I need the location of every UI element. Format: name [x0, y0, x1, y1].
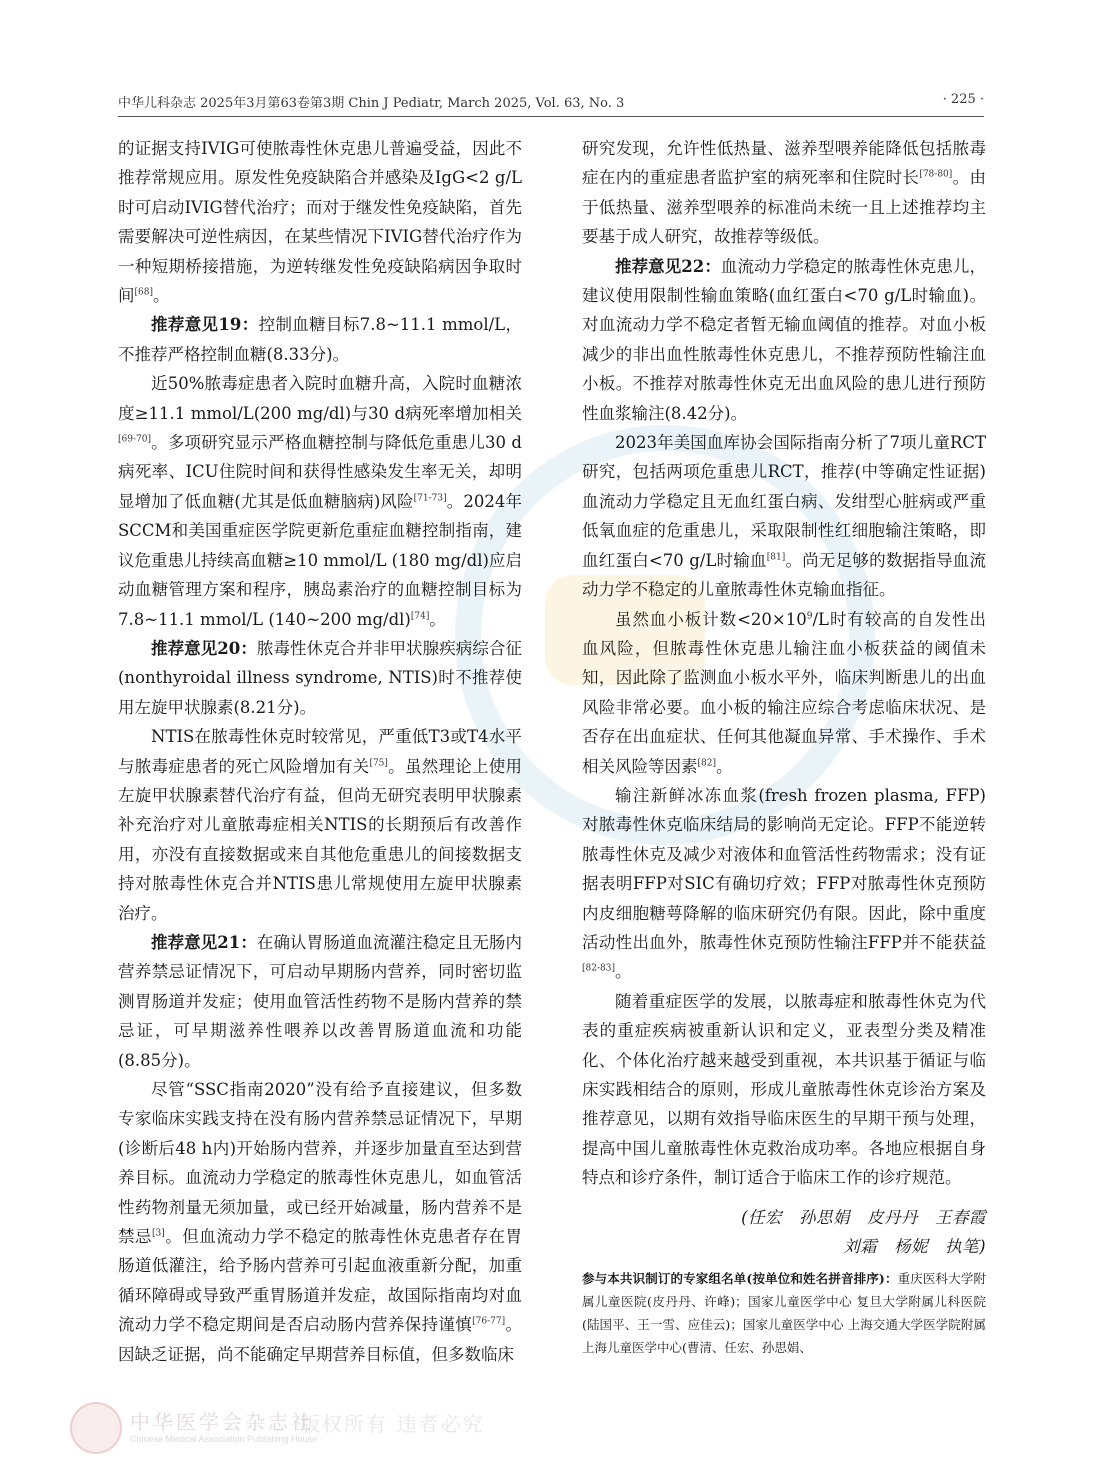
byline-line-1: (任宏 孙思娟 皮丹丹 王春霞: [741, 1207, 986, 1227]
citation[interactable]: [82-83]: [582, 963, 615, 974]
paragraph-ivig: 的证据支持IVIG可使脓毒性休克患儿普遍受益，因此不推荐常规应用。原发性免疫缺陷合并感染及IgG<2 g/L时可启动IVIG替代治疗；而对于继发性免疫缺陷，首先需要解决可逆性病因，在某些情况下IVIG替代治疗作为一种短期桥接措施，为逆转继发性免疫缺陷病因争取时间[68]。: [118, 139, 522, 306]
paragraph-conclusion: 随着重症医学的发展，以脓毒症和脓毒性休克为代表的重症疾病被重新认识和定义，亚表型分类及精准化、个体化治疗越来越受到重视，本共识基于循证与临床实践相结合的原则，形成儿童脓毒性休克诊治方案及推荐意见，以期有效指导临床医生的早期干预与处理，提高中国儿童脓毒性休克救治成功率。各地应根据自身特点和诊疗条件，制订适合于临床工作的诊疗规范。: [582, 991, 986, 1188]
paragraph-glucose: 近50%脓毒症患者入院时血糖升高，入院时血糖浓度≥11.1 mmol/L(200 mg/dl)与30 d病死率增加相关[69-70]。多项研究显示严格血糖控制与降低危重患儿30 d病死率、ICU住院时间和获得性感染发生率无关，却明显增加了低血糖(尤其是低血糖脑病)风险[71-73]。2024年SCCM和美国重症医学院更新危重症血糖控制指南，建议危重患儿持续高血糖≥10 mmol/L (180 mg/dl)应启动血糖管理方案和程序，胰岛素治疗的血糖控制目标为7.8~11.1 mmol/L (140~200 mg/dl)[74]。: [118, 374, 522, 629]
publisher-name: 中华医学会杂志社: [130, 1410, 314, 1434]
left-column: [118, 134, 522, 1369]
publisher-logo: [70, 1402, 122, 1454]
citation[interactable]: [81]: [766, 552, 786, 563]
paragraph-ffp: 输注新鲜冰冻血浆(fresh frozen plasma, FFP)对脓毒性休克临床结局的影响尚无定论。FFP不能逆转脓毒性休克及减少对液体和血管活性药物需求；没有证据表明FFP对SIC有确切疗效；FFP对脓毒性休克预防内皮细胞糖萼降解的临床研究仍有限。因此，除中重度活动性出血外，脓毒性休克预防性输注FFP并不能获益[82-83]。: [582, 785, 986, 982]
recommendation-21: 推荐意见21：在确认胃肠道血流灌注稳定且无肠内营养禁忌证情况下，可启动早期肠内营养，同时密切监测胃肠道并发症；使用血管活性药物不是肠内营养的禁忌证，可早期滋养性喂养以改善胃肠道血流和功能(8.85分)。: [118, 932, 523, 1070]
author-byline: [582, 1203, 986, 1262]
recommendation-label: 推荐意见20：: [151, 638, 257, 658]
citation[interactable]: [76-77]: [472, 1316, 506, 1327]
citation[interactable]: [3]: [152, 1228, 165, 1239]
exponent: 9: [806, 611, 813, 621]
recommendation-label: 推荐意见22：: [615, 256, 721, 276]
page-number: · 225 ·: [942, 92, 984, 107]
publisher-english-name: Chinese Medical Association Publishing House: [130, 1434, 318, 1444]
citation[interactable]: [74]: [410, 611, 430, 621]
paragraph-platelet: 虽然血小板计数$<20\times 10^9/L$时有较高的自发性出血风险，但脓毒性休克患儿输注血小板获益的阈值未知，因此除了监测血小板水平外，临床判断患儿的出血风险非常必要。血小板的输注应综合考虑临床状况、是否存在出血症状、任何其他凝血异常、手术操作、手术相关风险等因素[82]。: [582, 609, 986, 776]
paragraph-nutrition-cont: 研究发现，允许性低热量、滋养型喂养能降低包括脓毒症在内的重症患者监护室的病死率和住院时长[78-80]。由于低热量、滋养型喂养的标准尚未统一且上述推荐均主要基于成人研究，故推荐等级低。: [582, 139, 987, 247]
expert-panel-heading: 参与本共识制订的专家组名单(按单位和姓名拼音排序)：: [582, 1271, 898, 1287]
recommendation-label: 推荐意见19：: [151, 315, 259, 335]
citation[interactable]: [69-70]: [118, 434, 151, 445]
recommendation-22: 推荐意见22：血流动力学稳定的脓毒性休克患儿，建议使用限制性输血策略(血红蛋白<70 g/L时输血)。对血流动力学不稳定者暂无输血阈值的推荐。对血小板减少的非出血性脓毒性休克患儿，不推荐预防性输注血小板。不推荐对脓毒性休克无出血风险的患儿进行预防性血浆输注(8.42分)。: [582, 256, 987, 423]
right-column: [582, 134, 986, 1359]
paragraph-ntis: NTIS在脓毒性休克时较常见，严重低T3或T4水平与脓毒症患者的死亡风险增加有关[75]。虽然理论上使用左旋甲状腺素替代治疗有益，但尚无研究表明甲状腺素补充治疗对儿童脓毒症相关NTIS的长期预后有改善作用，亦没有直接数据或来自其他危重患儿的间接数据支持对脓毒性休克合并NTIS患儿常规使用左旋甲状腺素治疗。: [118, 727, 523, 923]
recommendation-20: 推荐意见20：脓毒性休克合并非甲状腺疾病综合征(nonthyroidal illness syndrome, NTIS)时不推荐使用左旋甲状腺素(8.21分)。: [118, 638, 523, 717]
recommendation-label: 推荐意见21：: [151, 932, 257, 952]
expert-panel-list: [582, 1267, 986, 1359]
byline-line-2: 刘霜 杨妮 执笔): [843, 1237, 986, 1257]
header-rule: [118, 116, 984, 117]
citation[interactable]: [82]: [697, 758, 716, 769]
expert-panel-text: 重庆医科大学附属儿童医院(皮丹丹、许峰)；国家儿童医学中心 复旦大学附属儿科医院(陆国平、王一雪、应佳云)；国家儿童医学中心 上海交通大学医学院附属上海儿童医学中心(曹清、任宏、孙思娟、: [582, 1271, 986, 1356]
copyright-mark: 版权所有 违者必究: [300, 1412, 485, 1436]
recommendation-19: 推荐意见19：控制血糖目标7.8~11.1 mmol/L，不推荐严格控制血糖(8.33分)。: [118, 315, 522, 364]
citation[interactable]: [78-80]: [919, 169, 953, 180]
paragraph-transfusion: 2023年美国血库协会国际指南分析了7项儿童RCT研究，包括两项危重患儿RCT，推荐(中等确定性证据)血流动力学稳定且无血红蛋白病、发绀型心脏病或严重低氧血症的危重患儿，采取限制性红细胞输注策略，即血红蛋白<70 g/L时输血[81]。尚无足够的数据指导血流动力学不稳定的儿童脓毒性休克输血指征。: [582, 433, 986, 600]
paragraph-enteral-nutrition: 尽管“SSC指南2020”没有给予直接建议，但多数专家临床实践支持在没有肠内营养禁忌证情况下，早期(诊断后48 h内)开始肠内营养，并逐步加量直至达到营养目标。血流动力学稳定的脓毒性休克患儿，如血管活性药物剂量无须加量，或已经开始减量，肠内营养不是禁忌[3]。但血流动力学不稳定的脓毒性休克患者存在胃肠道低灌注，给予肠内营养可引起血液重新分配，加重循环障碍或导致严重胃肠道并发症，故国际指南均对血流动力学不稳定期间是否启动肠内营养保持谨慎[76-77]。因缺乏证据，尚不能确定早期营养目标值，但多数临床: [118, 1080, 523, 1364]
citation[interactable]: [71-73]: [413, 493, 447, 504]
citation[interactable]: [68]: [134, 287, 153, 298]
journal-citation: 中华儿科杂志 2025年3月第63卷第3期 Chin J Pediatr, March 2025, Vol. 63, No. 3: [118, 96, 625, 111]
running-header: [118, 92, 984, 114]
citation[interactable]: [75]: [369, 758, 388, 769]
